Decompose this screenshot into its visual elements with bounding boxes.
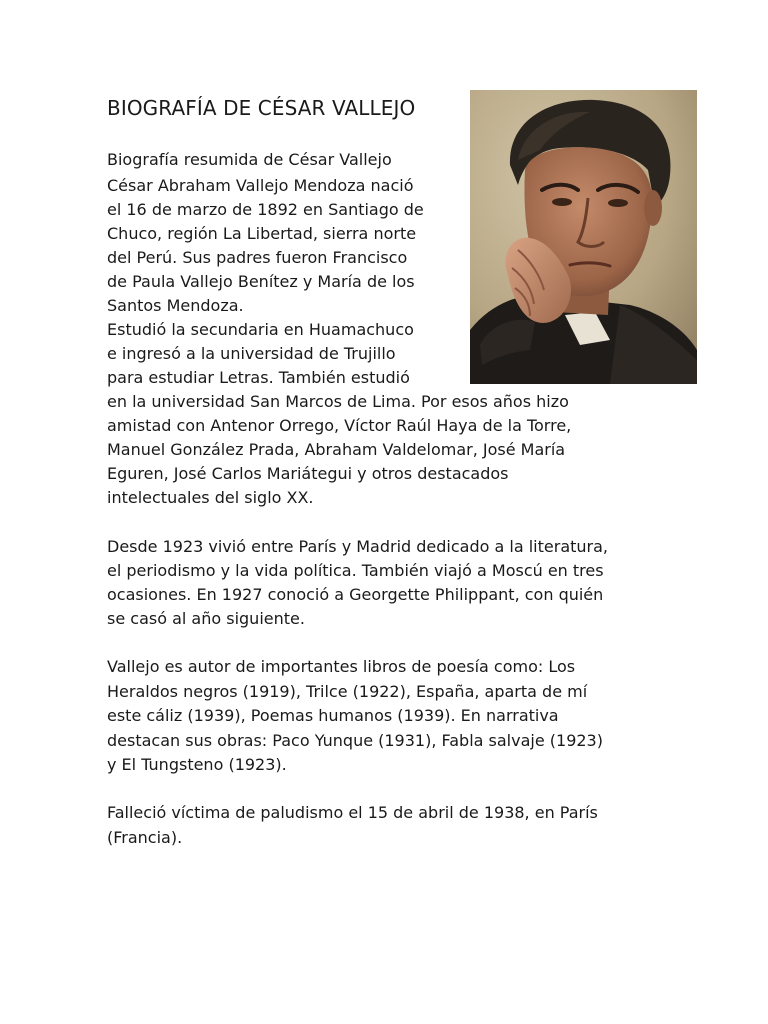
body-line: el 16 de marzo de 1892 en Santiago de xyxy=(107,200,424,219)
body-line: amistad con Antenor Orrego, Víctor Raúl Haya de la Torre, xyxy=(107,416,572,435)
portrait-image xyxy=(470,90,697,384)
body-line: y El Tungsteno (1923). xyxy=(107,755,287,774)
body-line: Falleció víctima de paludismo el 15 de abril de 1938, en París xyxy=(107,803,598,822)
body-line: Desde 1923 vivió entre París y Madrid dedicado a la literatura, xyxy=(107,537,609,556)
body-line: (Francia). xyxy=(107,828,183,847)
body-line: Manuel González Prada, Abraham Valdelomar, José María xyxy=(107,440,566,459)
body-line: Vallejo es autor de importantes libros de poesía como: Los xyxy=(107,657,576,676)
body-line: Biografía resumida de César Vallejo xyxy=(107,150,392,169)
body-line: este cáliz (1939), Poemas humanos (1939). En narrativa xyxy=(107,706,559,725)
body-line: el periodismo y la vida política. También viajó a Moscú en tres xyxy=(107,561,604,580)
body-line: para estudiar Letras. También estudió xyxy=(107,368,410,387)
body-line: Heraldos negros (1919), Trilce (1922), España, aparta de mí xyxy=(107,682,588,701)
body-line: se casó al año siguiente. xyxy=(107,609,305,628)
page-title: BIOGRAFÍA DE CÉSAR VALLEJO xyxy=(107,96,416,120)
body-line: intelectuales del siglo XX. xyxy=(107,488,314,507)
body-line: Santos Mendoza. xyxy=(107,296,244,315)
body-line: Eguren, José Carlos Mariátegui y otros destacados xyxy=(107,464,509,483)
body-line: de Paula Vallejo Benítez y María de los xyxy=(107,272,415,291)
body-line: Chuco, región La Libertad, sierra norte xyxy=(107,224,417,243)
body-line: ocasiones. En 1927 conoció a Georgette Philippant, con quién xyxy=(107,585,604,604)
portrait-painting-icon xyxy=(470,90,697,384)
body-line: en la universidad San Marcos de Lima. Por esos años hizo xyxy=(107,392,569,411)
body-line: Estudió la secundaria en Huamachuco xyxy=(107,320,414,339)
body-line: destacan sus obras: Paco Yunque (1931), Fabla salvaje (1923) xyxy=(107,731,603,750)
body-line: e ingresó a la universidad de Trujillo xyxy=(107,344,396,363)
body-line: César Abraham Vallejo Mendoza nació xyxy=(107,176,414,195)
body-line: del Perú. Sus padres fueron Francisco xyxy=(107,248,408,267)
